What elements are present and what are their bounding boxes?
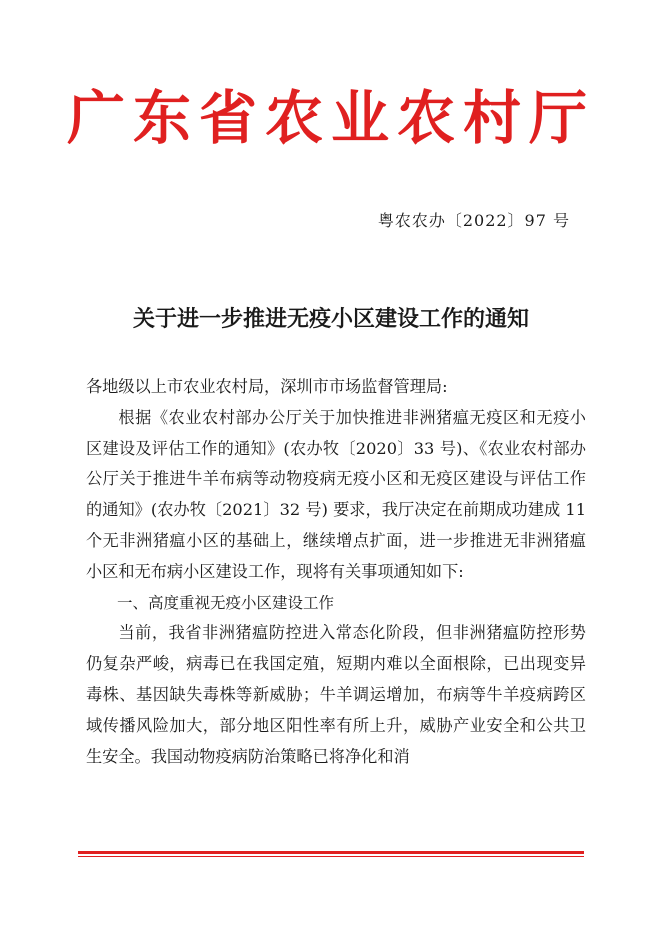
footer-rule-thick <box>78 851 584 854</box>
intro-paragraph: 根据《农业农村部办公厅关于加快推进非洲猪瘟无疫区和无疫小区建设及评估工作的通知》(农办牧〔2020〕33 号)、《农业农村部办公厅关于推进牛羊布病等动物疫病无疫小区和无疫区建设与评估工作的通知》(农办牧〔2021〕32 号) 要求，我厅决定在前期成功建成 11 个无非洲猪瘟小区的基础上，继续增点扩面，进一步推进无非洲猪瘟小区和无布病小区建设工作，现将有关事项通知如下: <box>86 407 586 581</box>
salutation: 各地级以上市农业农村局，深圳市市场监督管理局: <box>86 377 448 396</box>
document-number: 粤农农办〔2022〕97 号 <box>377 211 570 230</box>
agency-masthead: 广东省农业农村厅 <box>66 84 595 152</box>
document-title: 关于进一步推进无疫小区建设工作的通知 <box>132 306 529 332</box>
section-paragraph: 当前，我省非洲猪瘟防控进入常态化阶段，但非洲猪瘟防控形势仍复杂严峻，病毒已在我国定殖，短期内难以全面根除，已出现变异毒株、基因缺失毒株等新威胁；牛羊调运增加，布病等牛羊疫病跨区域传播风险加大，部分地区阳性率有所上升，威胁产业安全和公共卫生安全。我国动物疫病防治策略已将净化和消 <box>86 623 586 766</box>
footer-rule-thin <box>78 856 584 857</box>
section-heading: 一、高度重视无疫小区建设工作 <box>117 593 335 612</box>
document-body <box>86 372 586 772</box>
